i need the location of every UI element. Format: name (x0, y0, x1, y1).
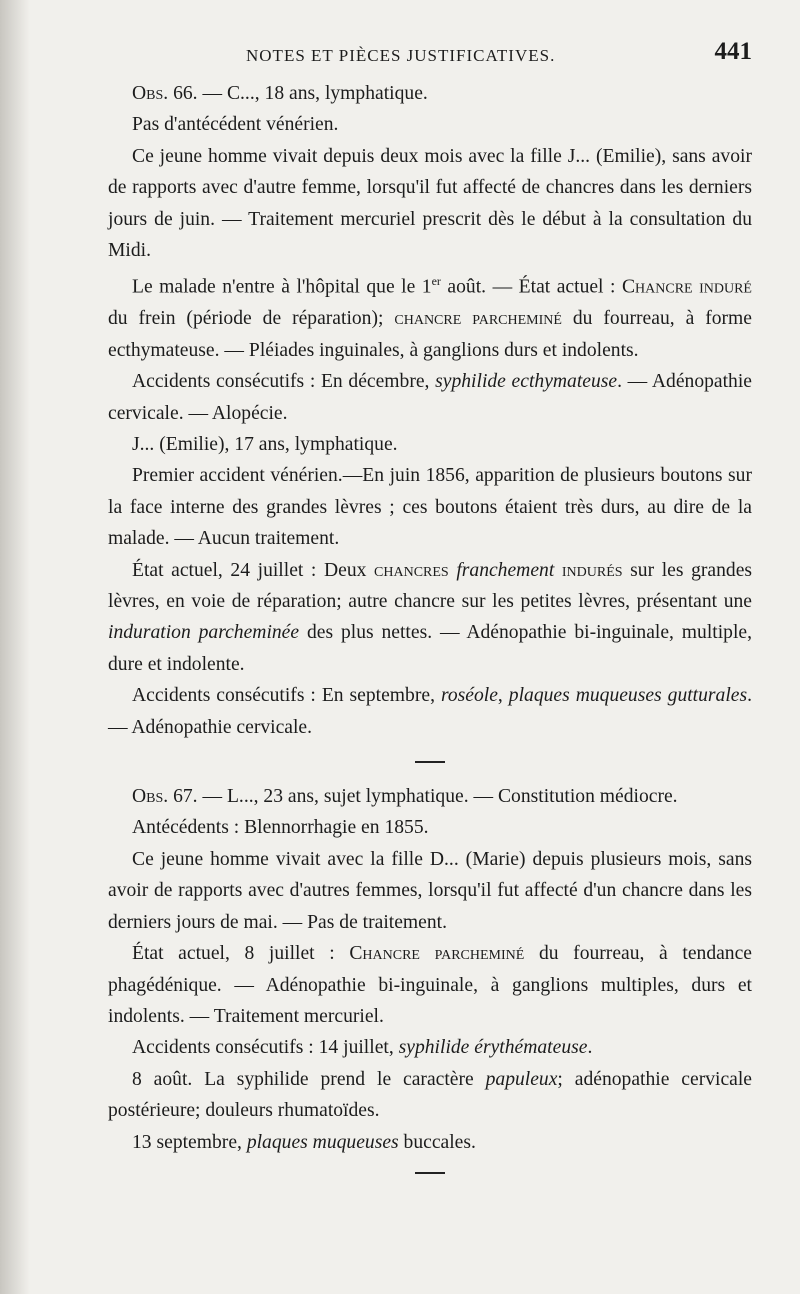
emilie-current-state: État actuel, 24 juillet : Deux chancres franchement indurés sur les grandes lèvres, en voie de réparation; autre chancre sur les petites lèvres, présentant une induration parcheminée des plus nettes. — Adénopathie bi-inguinale, multiple, dure et indolente. (108, 559, 753, 675)
obs67-history: Ce jeune homme vivait avec la fille D... (Marie) depuis plusieurs mois, sans avoir de rapports avec d'autres femmes, lorsqu'il fut affecté d'un chancre dans les derniers jours de mai. — Pas de traitement. (108, 848, 752, 933)
obs-label: Obs. 66. (132, 83, 198, 104)
body-text (108, 78, 752, 1174)
obs-label: Obs. 67. (132, 786, 198, 808)
obs66-antecedents: Pas d'antécédent vénérien. (132, 114, 339, 136)
running-head: NOTES ET PIÈCES JUSTIFICATIVES. (246, 46, 556, 65)
page-header (108, 38, 752, 78)
obs67-consecutive: Accidents consécutifs : 14 juillet, syphilide érythémateuse. (132, 1037, 593, 1059)
emilie-first-accident: Premier accident vénérien.—En juin 1856, apparition de plusieurs boutons sur la face interne des grandes lèvres ; ces boutons étaient très durs, au dire de la malade. — Aucun traitement. (108, 465, 752, 550)
page-number: 441 (714, 38, 752, 65)
obs67-august: 8 août. La syphilide prend le caractère papuleux; adénopathie cervicale postérieure; douleurs rhumatoïdes. (108, 1068, 752, 1122)
emilie-consecutive: Accidents consécutifs : En septembre, roséole, plaques muqueuses gutturales. — Adénopathie cervicale. (108, 685, 753, 738)
end-divider (415, 1172, 445, 1174)
obs67-september: 13 septembre, plaques muqueuses buccales. (132, 1131, 476, 1153)
obs66-heading: Obs. 66. — C..., 18 ans, lymphatique. (132, 83, 428, 104)
obs66-history: Ce jeune homme vivait depuis deux mois avec la fille J... (Emilie), sans avoir de rapports avec d'autre femme, lorsqu'il fut affecté de chancres dans les derniers jours de juin. — Traitement mercuriel prescrit dès le début à la consultation du Midi. (108, 145, 752, 262)
page-gutter-shadow (0, 0, 30, 1294)
obs67-current-state: État actuel, 8 juillet : Chancre parcheminé du fourreau, à tendance phagédénique. — Adénopathie bi-inguinale, à ganglions multiples, durs et indolents. — Traitement mercuriel. (108, 943, 752, 1027)
obs67-antecedents: Antécédents : Blennorrhagie en 1855. (132, 817, 429, 839)
obs67-heading: Obs. 67. — L..., 23 ans, sujet lymphatique. — Constitution médiocre. (132, 786, 678, 808)
section-divider (415, 761, 445, 763)
obs66-consecutive: Accidents consécutifs : En décembre, syphilide ecthymateuse. — Adénopathie cervicale. — Alopécie. (108, 371, 752, 424)
obs66-current-state: Le malade n'entre à l'hôpital que le 1er août. — État actuel : Chancre induré du frein (période de réparation); chancre parcheminé du fourreau, à forme ecthymateuse. — Pléiades inguinales, à ganglions durs et indolents. (108, 274, 752, 361)
emilie-heading: J... (Emilie), 17 ans, lymphatique. (132, 434, 398, 455)
